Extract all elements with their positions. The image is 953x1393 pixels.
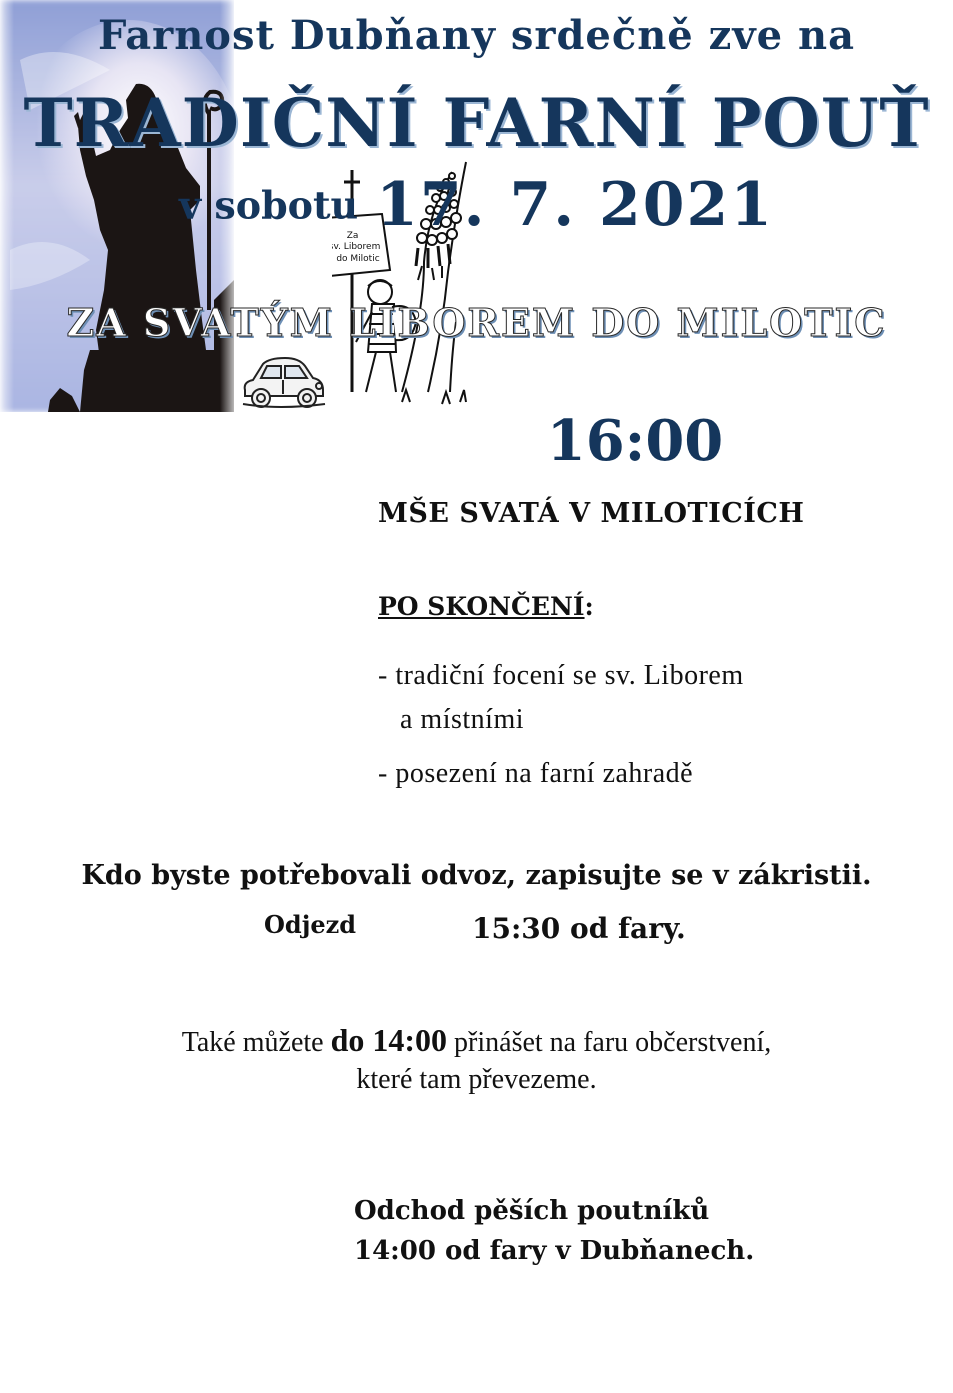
after-heading <box>378 592 594 621</box>
car-icon <box>239 354 327 412</box>
invite-line: Farnost Dubňany srdečně zve na <box>97 12 856 59</box>
mass-time: 16:00 <box>546 408 724 474</box>
refreshments-line1 <box>0 1022 953 1059</box>
refreshments-line2: které tam převezeme. <box>356 1064 597 1095</box>
date-prefix: v sobotu <box>179 182 359 228</box>
transport-signup: Kdo byste potřebovali odvoz, zapisujte se v zákristii. <box>81 860 872 891</box>
refreshments-pre: Také můžete <box>181 1027 331 1058</box>
list-item-photo-line1: - tradiční focení se sv. Liborem <box>378 660 744 691</box>
walk-time: 14:00 od fary v Dubňanech. <box>354 1236 755 1266</box>
after-colon: : <box>584 592 594 621</box>
main-title: TRADIČNÍ FARNÍ POUŤ <box>23 84 930 162</box>
sign-text: Za sv. Liborem do Milotic <box>332 231 381 264</box>
refreshments-deadline: do 14:00 <box>330 1022 448 1058</box>
list-item-photo-line2: a místními <box>400 704 524 735</box>
walk-heading: Odchod pěších poutníků <box>354 1196 710 1226</box>
subtitle: ZA SVATÝM LIBOREM DO MILOTIC <box>66 300 887 345</box>
list-item-photo <box>378 654 898 742</box>
after-label: PO SKONČENÍ <box>378 592 585 621</box>
date-line <box>0 170 953 240</box>
refreshments-post: přinášet na faru občerstvení, <box>447 1027 772 1058</box>
event-date: 17. 7. 2021 <box>376 170 774 240</box>
depart-label: Odjezd <box>264 910 357 939</box>
mass-label: MŠE SVATÁ V MILOTICÍCH <box>378 498 805 529</box>
list-item-garden: - posezení na farní zahradě <box>378 758 694 789</box>
depart-time: 15:30 od fary. <box>472 912 686 945</box>
